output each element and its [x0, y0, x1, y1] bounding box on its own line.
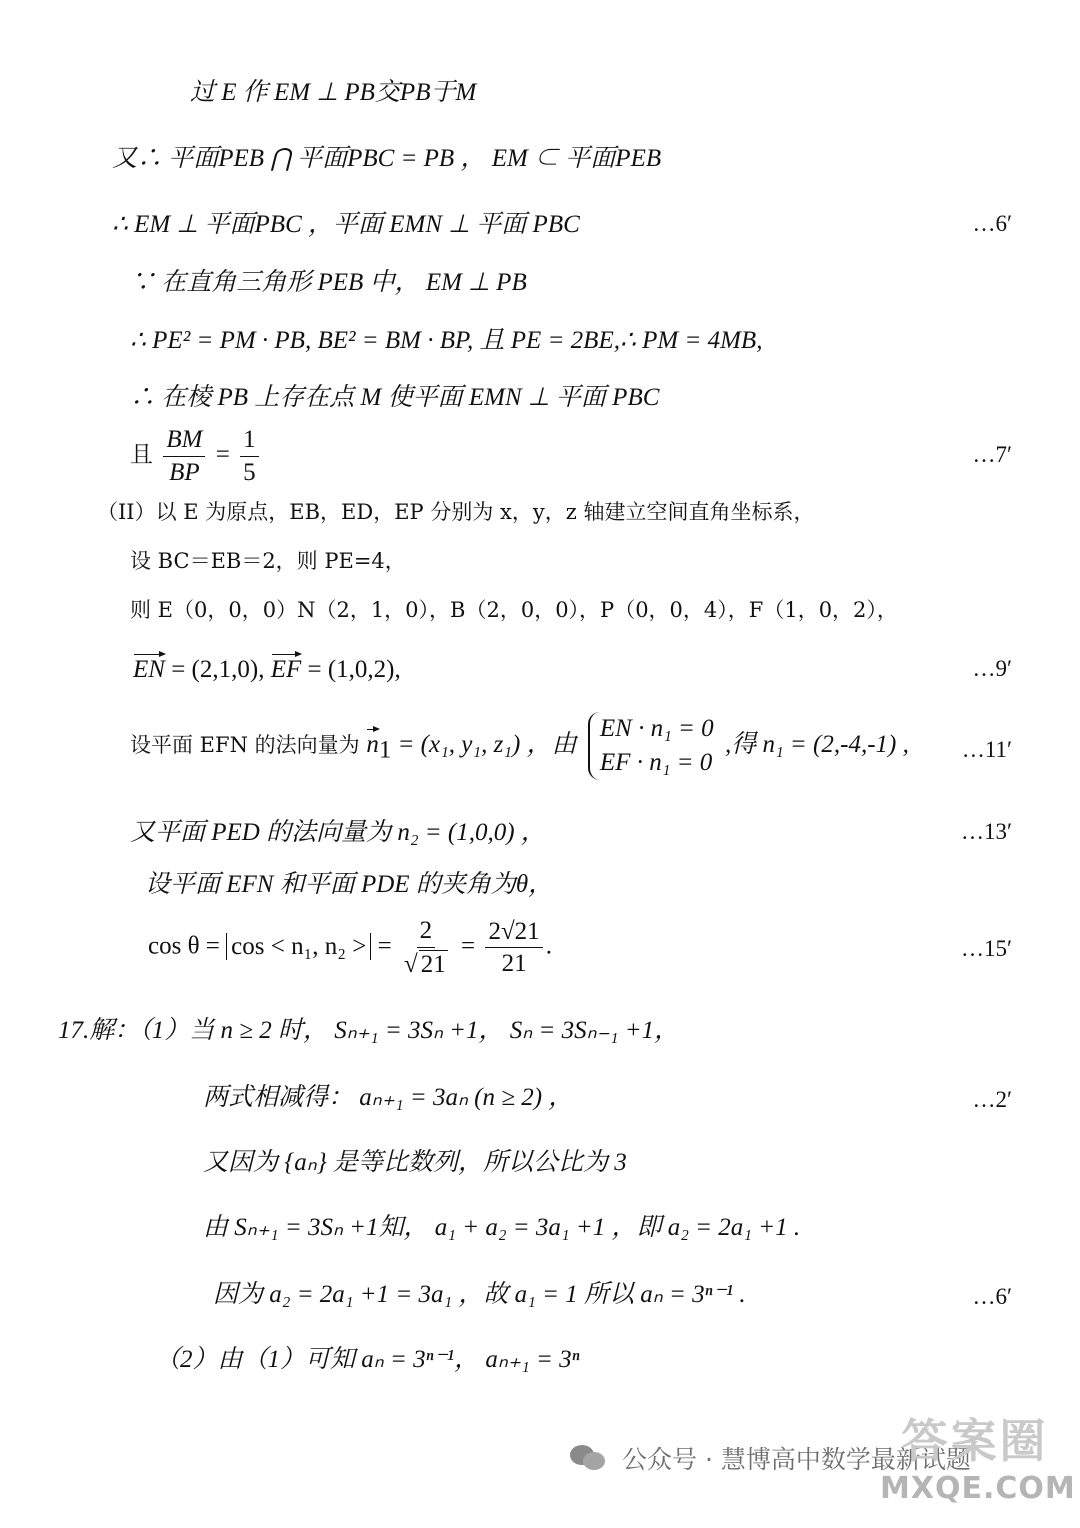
equals-sign: =	[215, 441, 230, 468]
vector-ef-value: = (1,0,2),	[301, 656, 401, 683]
score-mark: …2′	[972, 1087, 1012, 1112]
fraction-denominator: 5	[243, 458, 256, 486]
equals-sign: =	[371, 932, 398, 960]
part-ii-intro: （II）以 E 为原点，EB，ED，EP 分别为 x，y，z 轴建立空间直角坐标系，	[97, 500, 815, 524]
line-vectors-en-ef	[133, 657, 401, 682]
line-subtract: 两式相减得： aₙ₊₁ = 3aₙ (n ≥ 2) ，	[203, 1084, 574, 1111]
score-mark: …7′	[972, 442, 1012, 467]
vector-ef: EF	[270, 656, 302, 683]
vector-en: EN	[133, 656, 165, 683]
problem-17-part1: 17.解：（1）当 n ≥ 2 时， Sₙ₊₁ = 3Sₙ +1， Sₙ = 3Sₙ₋₁ +1，	[58, 1017, 680, 1044]
line-right-triangle: ∵ 在直角三角形 PEB 中， EM ⊥ PB	[130, 269, 527, 296]
fraction-numerator: 1	[240, 426, 259, 457]
fraction-2-sqrt21	[401, 917, 451, 978]
stamp-title: 答案圈	[901, 1414, 1049, 1468]
problem-17-part2: （2）由（1）可知 aₙ = 3ⁿ⁻¹， aₙ₊₁ = 3ⁿ	[155, 1346, 580, 1373]
score-mark: …11′	[961, 737, 1012, 762]
normal-prefix: 设平面 EFN 的法向量为	[130, 732, 367, 757]
fraction-numerator: BM	[163, 426, 205, 457]
line-general-term: 因为 a₂ = 2a₁ +1 = 3a₁ ，故 a₁ = 1 所以 aₙ = 3ⁿ⁻¹ .	[213, 1281, 746, 1308]
watermark-label: 公众号 · 慧博高中数学最新试题	[622, 1445, 971, 1474]
stamp-url: MXQE.COM	[880, 1471, 1076, 1506]
ratio-prefix: 且	[130, 442, 153, 468]
score-mark: …6′	[972, 211, 1012, 236]
line-cos-theta: cos θ = cos < n₁, n₂ > = $\frac{2}{√ 21}$ = $\frac{2√21}{21}$ .	[148, 917, 552, 978]
line-construct-em: 过 E 作 EM ⊥ PB交PB于M	[190, 79, 477, 106]
period: .	[545, 932, 552, 960]
line-normal-vector-ped: 又平面 PED 的法向量为 n₂ = (1,0,0) ，	[130, 819, 546, 846]
line-ratio	[130, 426, 262, 486]
normal-result: ,得 n₁ = (2,-4,-1) ,	[724, 730, 909, 758]
vector-en-value: = (2,1,0),	[164, 656, 271, 683]
site-stamp-logo	[880, 1405, 1076, 1523]
fraction-denominator: BP	[169, 458, 200, 486]
fraction-bm-bp	[163, 426, 205, 486]
equation-system	[588, 712, 714, 780]
line-angle-theta: 设平面 EFN 和平面 PDE 的夹角为θ，	[145, 871, 554, 898]
normal-definition: = (x₁, y₁, z₁) ，由	[391, 730, 577, 758]
line-projection-relations: ∴ PE² = PM · PB, BE² = BM · BP, 且 PE = 2BE,∴ PM = 4MB,	[130, 327, 763, 354]
fraction-denominator: 21	[501, 950, 527, 977]
line-a2-relation: 由 Sₙ₊₁ = 3Sₙ +1知， a₁ + a₂ = 3a₁ +1 ，即 a₂ = 2a₁ +1 .	[203, 1214, 801, 1241]
fraction-numerator: 2√21	[485, 918, 542, 949]
score-mark: …15′	[960, 936, 1012, 961]
cos-theta-label: cos θ =	[148, 932, 227, 960]
system-equation-1: EN · n₁ = 0	[599, 715, 714, 742]
score-mark: …13′	[960, 819, 1012, 844]
line-normal-vector-efn: 设平面 EFN 的法向量为 $n_1 = (x_1$, y₁, z₁) ，由 EN · n₁ = 0 EF · n₁ = 0 ,得 n₁ = (2,-4,-1) ,	[130, 712, 909, 780]
line-em-perp-plane: ∴ EM ⊥ 平面PBC ，平面 EMN ⊥ 平面 PBC	[112, 211, 580, 238]
fraction-2sqrt21-21	[485, 918, 542, 978]
vector-n1: n	[366, 730, 379, 758]
line-existence-conclusion: ∴ 在棱 PB 上存在点 M 使平面 EMN ⊥ 平面 PBC	[130, 384, 660, 411]
fraction-one-fifth	[240, 426, 259, 486]
line-plane-intersection: 又∴ 平面PEB ⋂ 平面PBC = PB ， EM ⊂ 平面PEB	[112, 145, 662, 172]
abs-cos-expression: cos < n₁, n₂ >	[226, 933, 371, 960]
line-geometric-ratio: 又因为 {aₙ} 是等比数列，所以公比为 3	[203, 1149, 627, 1176]
fraction-numerator: 2	[417, 917, 436, 948]
system-equation-2: EF · n₁ = 0	[599, 748, 713, 776]
wechat-icon	[570, 1443, 608, 1473]
line-set-lengths: 设 BC＝EB＝2，则 PE=4，	[130, 549, 406, 573]
sqrt-radicand: 21	[420, 950, 446, 978]
score-mark: …6′	[972, 1284, 1012, 1309]
line-coordinates: 则 E（0，0，0）N（2，1，0），B（2，0，0），P（0，0，4），F（1，0，2），	[130, 598, 898, 622]
fraction-denominator: √ 21	[403, 950, 446, 978]
score-mark: …9′	[972, 656, 1012, 681]
